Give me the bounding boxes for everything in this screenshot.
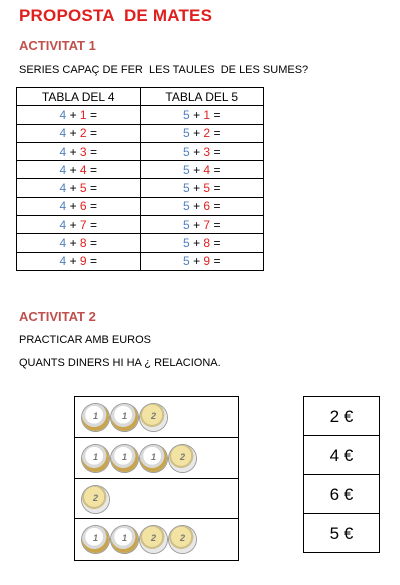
first-addend: 5 [183,217,190,232]
plus-sign: + [69,181,77,196]
coin-value: 2 [150,411,156,421]
coin-value: 1 [92,452,98,462]
equals-sign: = [213,254,221,269]
equals-sign: = [213,217,221,232]
plus-sign: + [69,217,77,232]
plus-sign: + [69,126,77,141]
sum-cell-table-4 [17,124,141,142]
equals-sign: = [213,236,221,251]
second-addend: 7 [203,217,211,232]
coin-value: 2 [179,452,185,462]
second-addend: 3 [203,144,211,159]
sum-cell-table-4 [17,142,141,160]
second-addend: 2 [79,126,87,141]
equals-sign: = [213,144,221,159]
plus-sign: + [69,254,77,269]
first-addend: 5 [183,162,190,177]
one-euro-coin-icon [82,445,109,472]
plus-sign: + [193,217,201,232]
sum-cell-table-5 [140,197,264,215]
sum-cell-table-4 [17,106,141,124]
one-euro-coin-icon [82,404,109,431]
equals-sign: = [89,199,97,214]
sum-cell-table-4 [17,161,141,179]
coin-value: 2 [92,493,98,503]
two-euro-coin-icon [140,526,167,553]
two-euro-coin-icon [169,526,196,553]
equals-sign: = [213,107,221,122]
first-addend: 4 [59,126,67,141]
equals-sign: = [213,199,221,214]
first-addend: 4 [59,236,67,251]
second-addend: 4 [79,162,87,177]
coins-table [74,396,239,561]
equals-sign: = [89,162,97,177]
plus-sign: + [193,199,201,214]
table-row [17,252,264,270]
coin-value: 1 [121,533,127,543]
table-row [17,216,264,234]
table-row [17,106,264,124]
coin-value: 1 [121,411,127,421]
first-addend: 5 [183,199,190,214]
first-addend: 5 [183,126,190,141]
coin-row [75,438,238,479]
euro-amount: 6 € [329,484,354,504]
first-addend: 4 [59,144,67,159]
two-euro-coin-icon [140,404,167,431]
sum-cell-table-5 [140,179,264,197]
second-addend: 2 [203,126,211,141]
coin-value: 1 [121,452,127,462]
first-addend: 5 [183,254,190,269]
first-addend: 4 [59,254,67,269]
coin-value: 2 [179,533,185,543]
equals-sign: = [89,107,97,122]
second-addend: 6 [203,199,211,214]
sum-cell-table-4 [17,197,141,215]
one-euro-coin-icon [111,404,138,431]
first-addend: 5 [183,144,190,159]
equals-sign: = [213,181,221,196]
page-title: PROPOSTA DE MATES [19,6,213,25]
equals-sign: = [89,144,97,159]
first-addend: 4 [59,217,67,232]
equals-sign: = [213,126,221,141]
first-addend: 4 [59,107,67,122]
sum-cell-table-4 [17,179,141,197]
plus-sign: + [69,107,77,122]
table-row [17,197,264,215]
first-addend: 4 [59,162,67,177]
second-addend: 9 [79,254,87,269]
sums-table [16,87,264,271]
equals-sign: = [89,181,97,196]
plus-sign: + [193,126,201,141]
second-addend: 3 [79,144,87,159]
activitat-1-heading: ACTIVITAT 1 [19,38,96,53]
one-euro-coin-icon [140,445,167,472]
sum-cell-table-4 [17,234,141,252]
two-euro-coin-icon [82,486,109,513]
second-addend: 8 [203,236,211,251]
two-euro-coin-icon [169,445,196,472]
plus-sign: + [69,236,77,251]
coin-row [75,479,238,520]
plus-sign: + [193,181,201,196]
plus-sign: + [69,162,77,177]
sum-cell-table-5 [140,234,264,252]
second-addend: 5 [203,181,211,196]
equals-sign: = [89,254,97,269]
plus-sign: + [193,236,201,251]
plus-sign: + [193,162,201,177]
sum-cell-table-5 [140,142,264,160]
plus-sign: + [193,254,201,269]
coin-value: 2 [150,533,156,543]
header-table-5: TABLA DEL 5 [140,88,264,106]
first-addend: 4 [59,181,67,196]
activitat-2-line-1: PRACTICAR AMB EUROS [19,334,152,346]
second-addend: 7 [79,217,87,232]
plus-sign: + [69,144,77,159]
equals-sign: = [213,162,221,177]
amounts-table [303,396,380,553]
coin-row [75,397,238,438]
table-row [17,179,264,197]
euro-amount: 4 € [329,445,354,465]
second-addend: 4 [203,162,211,177]
first-addend: 4 [59,199,67,214]
plus-sign: + [193,144,201,159]
coin-row [75,519,238,560]
coin-value: 1 [92,533,98,543]
table-row [17,142,264,160]
table-row [17,124,264,142]
activitat-2-heading: ACTIVITAT 2 [19,309,96,324]
table-row [17,234,264,252]
sum-cell-table-5 [140,161,264,179]
one-euro-coin-icon [82,526,109,553]
second-addend: 6 [79,199,87,214]
equals-sign: = [89,126,97,141]
first-addend: 5 [183,236,190,251]
second-addend: 9 [203,254,211,269]
header-table-4: TABLA DEL 4 [17,88,141,106]
one-euro-coin-icon [111,445,138,472]
plus-sign: + [69,199,77,214]
second-addend: 8 [79,236,87,251]
sum-cell-table-5 [140,216,264,234]
activitat-2-line-2: QUANTS DINERS HI HA ¿ RELACIONA. [19,357,221,369]
first-addend: 5 [183,107,190,122]
coin-value: 1 [150,452,156,462]
sum-cell-table-5 [140,252,264,270]
sum-cell-table-5 [140,106,264,124]
equals-sign: = [89,217,97,232]
sum-cell-table-4 [17,252,141,270]
plus-sign: + [193,107,201,122]
second-addend: 1 [79,107,87,122]
euro-amount: 5 € [329,523,354,543]
second-addend: 1 [203,107,211,122]
sum-cell-table-5 [140,124,264,142]
equals-sign: = [89,236,97,251]
one-euro-coin-icon [111,526,138,553]
coin-value: 1 [92,411,98,421]
euro-amount: 2 € [329,406,354,426]
table-row [17,161,264,179]
second-addend: 5 [79,181,87,196]
sum-cell-table-4 [17,216,141,234]
activitat-1-instruction: SERIES CAPAÇ DE FER LES TAULES DE LES SUMES? [19,64,309,76]
first-addend: 5 [183,181,190,196]
